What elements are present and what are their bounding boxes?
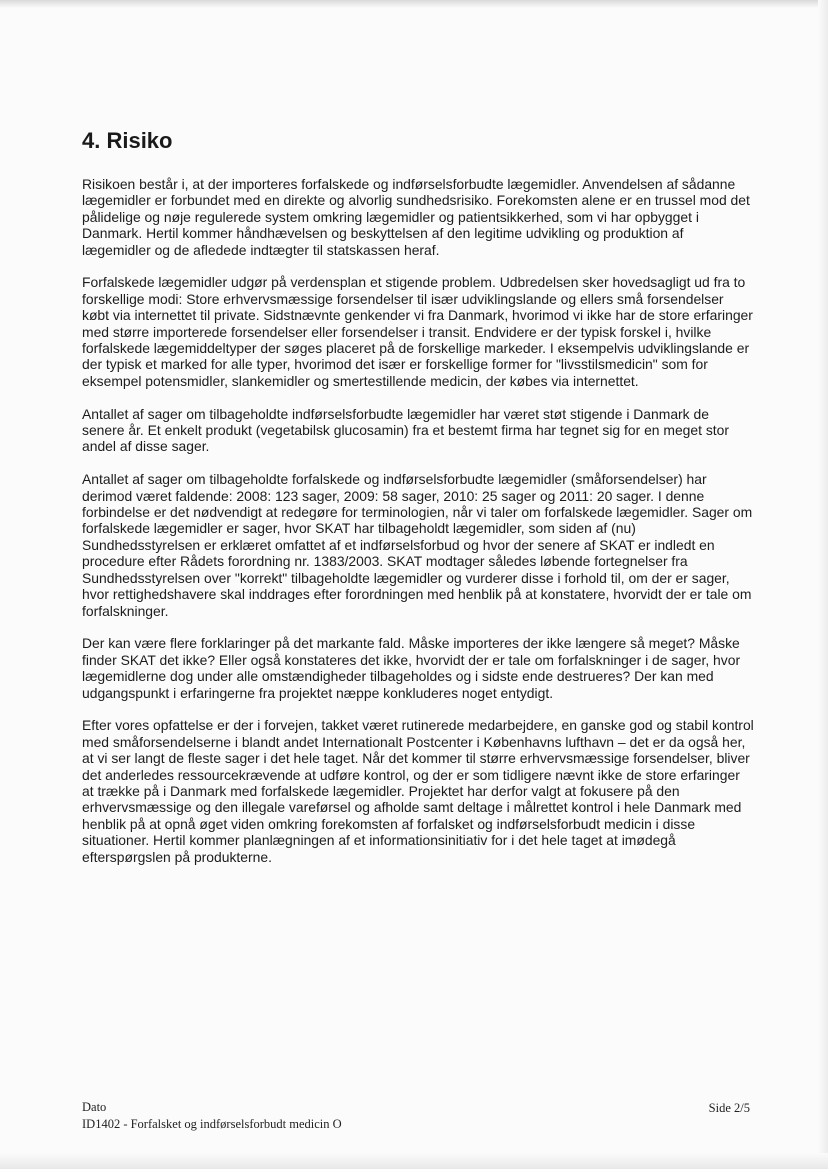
- scan-bottom-edge: [0, 1153, 828, 1169]
- paragraph-3: Antallet af sager om tilbageholdte indførselsforbudte lægemidler har været støt stigende i Danmark de senere år. Et enkelt produkt (vegetabilsk glucosamin) fra et bestemt firma har tegnet sig for en meget stor andel af disse sager.: [82, 405, 729, 455]
- footer-date-label: Dato: [82, 1100, 107, 1114]
- page-number: Side 2/5: [708, 1101, 750, 1115]
- paragraph-4: Antallet af sager om tilbageholdte forfalskede og indførselsforbudte lægemidler (småforsendelser) har derimod været faldende: 2008: 123 sager, 2009: 58 sager, 2010: 25 sager og 2011: 20 sager. I denne forbindelse er det nødvendigt at redegøre for terminologien, når vi taler om forfalskede lægemidler. Sager om forfalskede lægemidler er sager, hvor SKAT har tilbageholdt lægemidler, som siden af (nu) Sundhedsstyrelsen er erklæret omfattet af et indførselsforbud og hvor der senere af SKAT er indledt en procedure efter Rådets forordning nr. 1383/2003. SKAT modtager således løbende fortegnelser fra Sundhedsstyrelsen over "korrekt" tilbageholdte lægemidler og vurderer disse i forhold til, om der er sager, hvor rettighedshavere skal inddrages efter forordningen med henblik på at konstatere, hvorvidt der er tale om forfalskninger.: [82, 471, 753, 619]
- paragraph-2: Forfalskede lægemidler udgør på verdensplan et stigende problem. Udbredelsen sker hovedsagligt ud fra to forskellige modi: Store erhvervsmæssige forsendelser til især udviklingslande og ellers små forsendelser købt via internettet til private. Sidstnævnte genkender vi fra Danmark, hvorimod vi ikke har de store erfaringer med større importerede forsendelser eller forsendelser i transit. Endvidere er der typisk forskel i, hvilke forfalskede lægemiddeltyper der søges placeret på de forskellige markeder. I eksempelvis udviklingslande er der typisk et marked for alle typer, hvorimod det især er forskellige former for "livsstilsmedicin" som for eksempel potensmidler, slankemidler og smertestillende medicin, der købes via internettet.: [82, 274, 753, 389]
- footer-left: [82, 1099, 342, 1133]
- paragraph-1: Risikoen består i, at der importeres forfalskede og indførselsforbudte lægemidler. Anvendelsen af sådanne lægemidler er forbundet med en direkte og alvorlig sundhedsrisiko. Forekomsten alene er en trussel mod det pålidelige og nøje regulerede system omkring lægemidler og patientsikkerhed, som vi har opbygget i Danmark. Hertil kommer håndhævelsen og beskyttelsen af den legitime udvikling og produktion af lægemidler og de afledede indtægter til statskassen heraf.: [82, 176, 750, 258]
- paragraph-5: Der kan være flere forklaringer på det markante fald. Måske importeres der ikke længere så meget? Måske finder SKAT det ikke? Eller også konstateres det ikke, hvorvidt der er tale om forfalskninger i de sager, hvor lægemidlerne dog under alle omstændigheder tilbageholdes og i sidste ende destrueres? Der kan med udgangspunkt i erfaringerne fra projektet næppe konkluderes noget entydigt.: [82, 635, 741, 701]
- scan-right-edge: [818, 0, 828, 1169]
- scan-top-edge: [0, 0, 828, 8]
- section-heading: 4. Risiko: [82, 128, 173, 153]
- body-text: [82, 176, 754, 881]
- paragraph-6: Efter vores opfattelse er der i forvejen, takket været rutinerede medarbejdere, en ganske god og stabil kontrol med småforsendelserne i blandt andet Internationalt Postcenter i Københavns lufthavn – det er da også her, at vi ser langt de fleste sager i det hele taget. Når det kommer til større erhvervsmæssige forsendelser, bliver det anderledes ressourcekrævende at udføre kontrol, og der er som tidligere nævnt ikke de store erfaringer at trække på i Danmark med forfalskede lægemidler. Projektet har derfor valgt at fokusere på den erhvervsmæssige og den illegale vareførsel og afholde samt deltage i målrettet kontrol i hele Danmark med henblik på at opnå øget viden omkring forekomsten af forfalsket og indførselsforbudt medicin i disse situationer. Hertil kommer planlægningen af et informationsinitiativ for i det hele taget at imødegå efterspørgslen på produkterne.: [82, 717, 754, 865]
- footer-doc-id: ID1402 - Forfalsket og indførselsforbudt medicin O: [82, 1117, 342, 1131]
